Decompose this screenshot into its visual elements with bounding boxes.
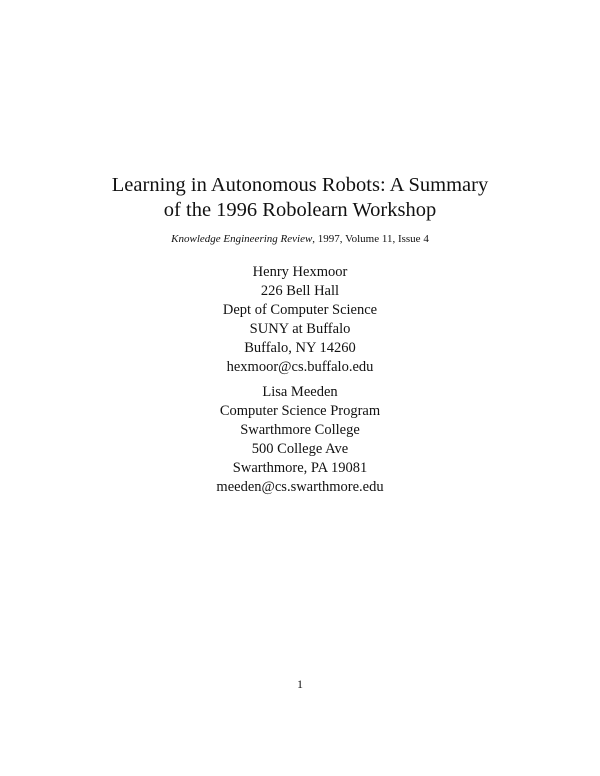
citation-details: , 1997, Volume 11, Issue 4 — [312, 233, 429, 245]
author-address-line: Buffalo, NY 14260 — [244, 340, 356, 356]
author-name: Lisa Meeden — [262, 384, 338, 400]
author-address-line: 500 College Ave — [251, 441, 349, 457]
author-address-line: Swarthmore College — [240, 422, 360, 438]
paper-title — [0, 173, 600, 223]
author-address-line: Dept of Computer Science — [222, 302, 378, 318]
author-email: hexmoor@cs.buffalo.edu — [226, 359, 374, 375]
journal-name: Knowledge Engineering Review — [171, 233, 313, 245]
paper-title-line-1: Learning in Autonomous Robots: A Summary — [111, 174, 489, 196]
page-number: 1 — [297, 677, 303, 691]
author-address-line: 226 Bell Hall — [260, 283, 340, 299]
author-address-line: Computer Science Program — [219, 403, 381, 419]
author-block-1 — [0, 263, 600, 377]
author-address-line: SUNY at Buffalo — [249, 321, 351, 337]
paper-title-line-2: of the 1996 Robolearn Workshop — [163, 199, 437, 221]
author-email: meeden@cs.swarthmore.edu — [216, 479, 384, 495]
author-address-line: Swarthmore, PA 19081 — [232, 460, 368, 476]
author-block-2 — [0, 383, 600, 497]
author-name: Henry Hexmoor — [252, 264, 348, 280]
publication-citation — [0, 232, 600, 246]
